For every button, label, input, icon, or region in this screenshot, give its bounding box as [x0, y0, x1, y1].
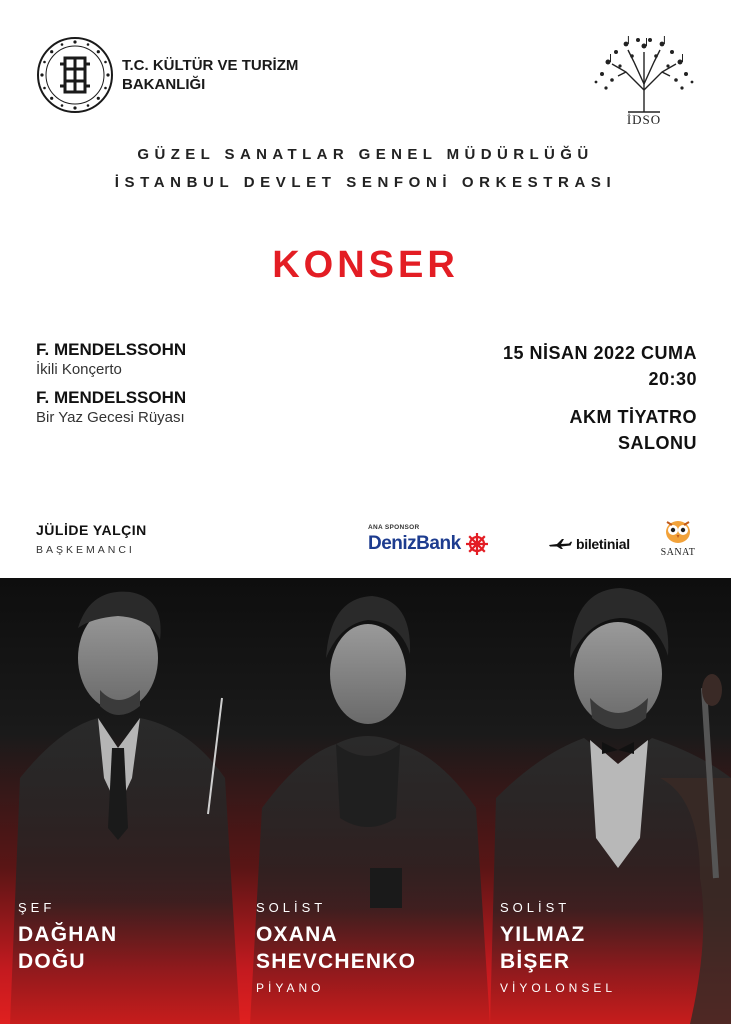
artist-name [500, 921, 616, 975]
artist-name-line2: BİŞER [500, 950, 571, 973]
ticketing-name: biletinial [576, 536, 630, 552]
artist-name-line2: DOĞU [18, 950, 86, 973]
artist-title: ŞEF [18, 900, 56, 915]
artist-pianist [256, 900, 416, 995]
sponsor-name: DenizBank [368, 533, 461, 554]
program-item [36, 388, 186, 426]
ministry-name-line2: BAKANLIĞI [122, 76, 206, 93]
event-date: 15 NİSAN 2022 CUMA [502, 343, 697, 363]
artist-conductor [18, 900, 117, 975]
venue-line1: AKM TİYATRO [569, 407, 697, 427]
sponsor-logo [368, 524, 489, 556]
ministry-seal-icon [36, 36, 114, 114]
composer-name: F. MENDELSSOHN [36, 388, 187, 407]
ship-wheel-icon [465, 532, 489, 556]
piece-title: İkili Konçerto [36, 361, 122, 378]
event-info [503, 340, 697, 456]
ticketing-logo [548, 536, 630, 552]
venue-line2: SALONU [618, 433, 697, 453]
airplane-icon [548, 538, 572, 550]
composer-name: F. MENDELSSOHN [36, 340, 187, 359]
artist-title: SOLİST [500, 900, 571, 915]
artist-cellist [500, 900, 616, 995]
ministry-name-line1: T.C. KÜLTÜR VE TURİZM [122, 57, 299, 74]
concertmaster [36, 522, 147, 556]
concertmaster-name: JÜLİDE YALÇIN [36, 522, 147, 538]
department-name: GÜZEL SANATLAR GENEL MÜDÜRLÜĞÜ [137, 146, 594, 163]
program-list [36, 340, 186, 436]
artist-name-line2: SHEVCHENKO [256, 950, 417, 973]
artist-name-line1: YILMAZ [500, 923, 586, 946]
orchestra-logo [588, 32, 700, 130]
sanat-logo-text: SANAT [660, 547, 696, 558]
sponsor-label: ANA SPONSOR [368, 524, 420, 531]
concert-title: KONSER [272, 244, 459, 286]
artist-instrument: VİYOLONSEL [500, 981, 617, 995]
concertmaster-role: BAŞKEMANCI [36, 544, 135, 556]
owl-icon [663, 518, 693, 544]
artist-name-line1: DAĞHAN [18, 923, 118, 946]
program-item [36, 340, 186, 378]
music-tree-icon [588, 32, 700, 114]
artist-title: SOLİST [256, 900, 327, 915]
orchestra-logo-text: İDSO [626, 112, 662, 127]
artist-name-line1: OXANA [256, 923, 338, 946]
artist-name [18, 921, 117, 975]
artist-name [256, 921, 416, 975]
orchestra-name: İSTANBUL DEVLET SENFONİ ORKESTRASI [114, 174, 617, 191]
sanat-logo [655, 518, 701, 558]
event-time: 20:30 [648, 369, 697, 389]
ministry-logo [36, 36, 298, 114]
piece-title: Bir Yaz Gecesi Rüyası [36, 409, 185, 426]
event-venue [503, 404, 697, 456]
artist-instrument: PİYANO [256, 981, 325, 995]
